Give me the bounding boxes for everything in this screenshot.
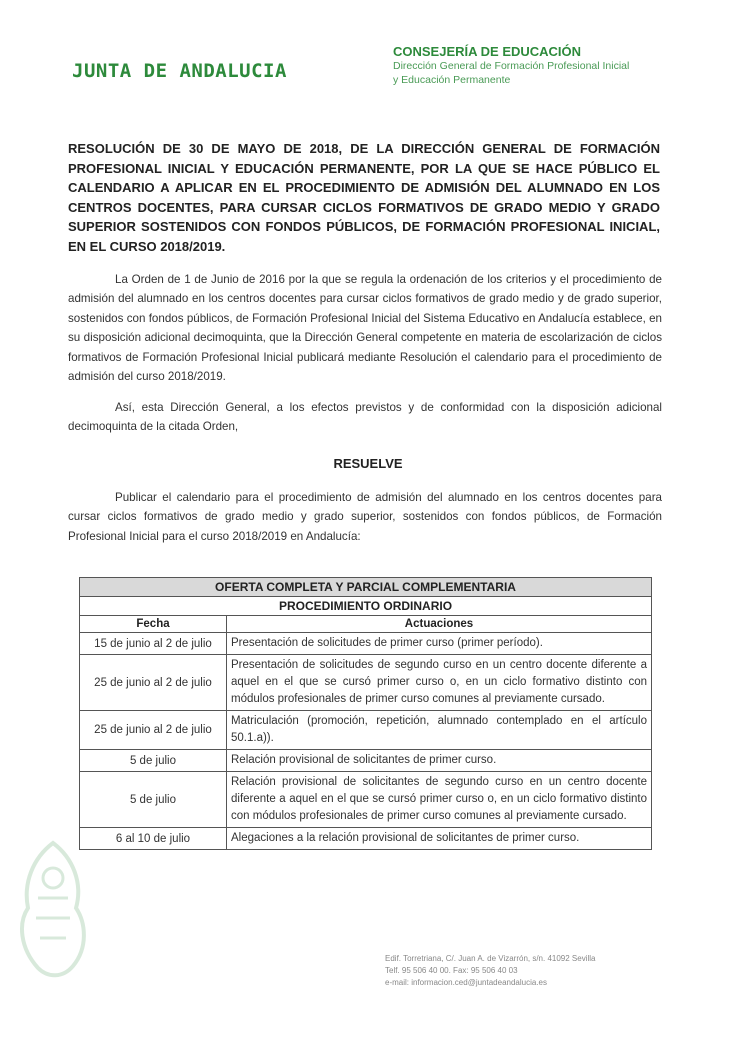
column-header-actuaciones: Actuaciones <box>227 616 652 633</box>
table-row <box>80 655 652 711</box>
footer-address <box>385 953 596 989</box>
row-fecha: 6 al 10 de julio <box>80 828 227 850</box>
resuelve-heading: RESUELVE <box>333 456 403 471</box>
direccion-line-1: Dirección General de Formación Profesional Inicial <box>393 60 630 72</box>
row-actuacion: Relación provisional de solicitantes de segundo curso en un centro docente diferente a aquel en el que se cursó primer curso o, en un ciclo formativo distinto con módulos profesionales de primer curso comunes al previamente cursado. <box>227 772 652 828</box>
consejeria-title: CONSEJERÍA DE EDUCACIÓN <box>393 44 582 59</box>
table-row <box>80 633 652 655</box>
row-actuacion: Alegaciones a la relación provisional de solicitantes de primer curso. <box>227 828 652 850</box>
junta-logo-text: JUNTA DE ANDALUCIA <box>72 60 287 82</box>
paragraph-orden: La Orden de 1 de Junio de 2016 por la que se regula la ordenación de los criterios y el procedimiento de admisión del alumnado en los centros docentes para cursar ciclos formativos de grado medio y de grado superior, sostenidos con fondos públicos, de Formación Profesional Inicial del Sistema Educativo en Andalucía establece, en su disposición adicional decimoquinta, que la Dirección General competente en materia de escolarización de ciclos formativos de Formación Profesional Inicial publicará mediante Resolución el calendario para el procedimiento de admisión del curso 2018/2019. <box>68 273 662 384</box>
footer-line-address: Edif. Torretriana, C/. Juan A. de Vizarrón, s/n. 41092 Sevilla <box>385 954 596 963</box>
row-actuacion: Presentación de solicitudes de primer curso (primer período). <box>227 633 652 655</box>
column-header-fecha: Fecha <box>80 616 227 633</box>
junta-emblem-watermark <box>8 838 98 988</box>
row-fecha: 5 de julio <box>80 772 227 828</box>
document-title: RESOLUCIÓN DE 30 DE MAYO DE 2018, DE LA DIRECCIÓN GENERAL DE FORMACIÓN PROFESIONAL INICIAL Y EDUCACIÓN PERMANENTE, POR LA QUE SE HACE PÚBLICO EL CALENDARIO A APLICAR EN EL PROCEDIMIENTO DE ADMISIÓN DEL ALUMNADO EN LOS CENTROS DOCENTES, PARA CURSAR CICLOS FORMATIVOS DE GRADO MEDIO Y GRADO SUPERIOR SOSTENIDOS CON FONDOS PÚBLICOS, DE FORMACIÓN PROFESIONAL INICIAL, EN EL CURSO 2018/2019. <box>68 141 660 254</box>
footer-line-phone: Telf. 95 506 40 00. Fax: 95 506 40 03 <box>385 966 518 975</box>
row-fecha: 5 de julio <box>80 750 227 772</box>
row-fecha: 25 de junio al 2 de julio <box>80 655 227 711</box>
table-header-procedimiento: PROCEDIMIENTO ORDINARIO <box>80 597 652 616</box>
paragraph-asi: Así, esta Dirección General, a los efectos previstos y de conformidad con la disposición adicional decimoquinta de la citada Orden, <box>68 401 662 434</box>
table-row <box>80 772 652 828</box>
table-header-oferta: OFERTA COMPLETA Y PARCIAL COMPLEMENTARIA <box>80 578 652 597</box>
row-actuacion: Matriculación (promoción, repetición, alumnado contemplado en el artículo 50.1.a)). <box>227 711 652 750</box>
calendar-table <box>79 577 652 850</box>
direccion-line-2: y Educación Permanente <box>393 74 511 86</box>
table-row <box>80 828 652 850</box>
row-actuacion: Presentación de solicitudes de segundo curso en un centro docente diferente a aquel en el que se cursó primer curso o, en un ciclo formativo distinto con módulos profesionales de primer curso comunes al previamente cursado. <box>227 655 652 711</box>
table-row <box>80 711 652 750</box>
row-actuacion: Relación provisional de solicitantes de primer curso. <box>227 750 652 772</box>
row-fecha: 25 de junio al 2 de julio <box>80 711 227 750</box>
footer-line-email: e-mail: informacion.ced@juntadeandalucia.es <box>385 978 547 987</box>
consejeria-block <box>393 44 629 87</box>
paragraph-publicar: Publicar el calendario para el procedimiento de admisión del alumnado en los centros docentes para cursar ciclos formativos de grado medio y grado superior, sostenidos con fondos públicos, de Formación Profesional Inicial para el curso 2018/2019 en Andalucía: <box>68 491 662 543</box>
row-fecha: 15 de junio al 2 de julio <box>80 633 227 655</box>
table-row <box>80 750 652 772</box>
